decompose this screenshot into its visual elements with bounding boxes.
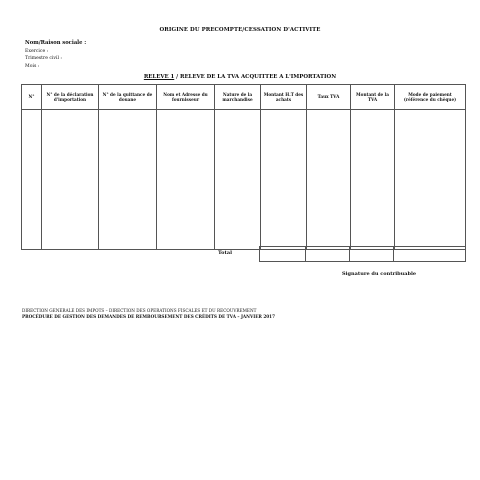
signature-label: Signature du contribuable: [342, 271, 417, 277]
total-label: Total: [218, 250, 232, 256]
header-numero: N°: [22, 85, 42, 110]
mois-field: Mois :: [25, 63, 40, 69]
cell-nature[interactable]: [215, 110, 261, 250]
header-declaration: N° de la déclaration d'importation: [42, 85, 99, 110]
header-montant-ht: Montant H.T des achats: [261, 85, 307, 110]
header-quittance: N° de la quittance de douane: [99, 85, 157, 110]
cell-mode-paiement[interactable]: [395, 110, 466, 250]
header-taux-tva: Taux TVA: [307, 85, 351, 110]
cell-quittance[interactable]: [99, 110, 157, 250]
total-montant-ht[interactable]: [260, 247, 306, 262]
document-title: ORIGINE DU PRECOMPTE/CESSATION D'ACTIVITE: [159, 27, 321, 33]
exercice-field: Exercice :: [25, 48, 49, 54]
table-header-row: [22, 85, 466, 110]
cell-montant-ht[interactable]: [261, 110, 307, 250]
table-row: [22, 110, 466, 250]
raison-sociale-field: Nom/Raison sociale :: [25, 40, 87, 46]
cell-taux-tva[interactable]: [307, 110, 351, 250]
total-mode-paiement[interactable]: [394, 247, 466, 262]
header-mode-paiement: Mode de paiement (référence du chèque): [395, 85, 466, 110]
document-footer: [22, 308, 275, 320]
section-subtitle: [0, 74, 480, 80]
cell-declaration[interactable]: [42, 110, 99, 250]
header-fournisseur: Nom et Adresse du fournisseur: [157, 85, 215, 110]
header-montant-tva: Montant de la TVA: [351, 85, 395, 110]
footer-procedure: PROCÉDURE DE GESTION DES DEMANDES DE REMBOURSEMENT DES CRÉDITS DE TVA – JANVIER 2017: [22, 314, 275, 319]
footer-direction: DIRECTION GENERALE DES IMPOTS – DIRECTION DES OPERATIONS FISCALES ET DU RECOUVREMENT: [22, 308, 257, 313]
releve-title: / RELEVE DE LA TVA ACQUITTEE A L'IMPORTATION: [174, 74, 337, 80]
releve-table: [21, 84, 466, 250]
trimestre-field: Trimestre civil :: [25, 56, 62, 62]
cell-montant-tva[interactable]: [351, 110, 395, 250]
total-taux-tva[interactable]: [306, 247, 350, 262]
cell-numero[interactable]: [22, 110, 42, 250]
taxpayer-info-block: [25, 40, 86, 70]
releve-reference: RELEVE 1: [143, 74, 175, 80]
total-row: [259, 246, 466, 262]
total-montant-tva[interactable]: [350, 247, 394, 262]
cell-fournisseur[interactable]: [157, 110, 215, 250]
header-nature: Nature de la marchandise: [215, 85, 261, 110]
